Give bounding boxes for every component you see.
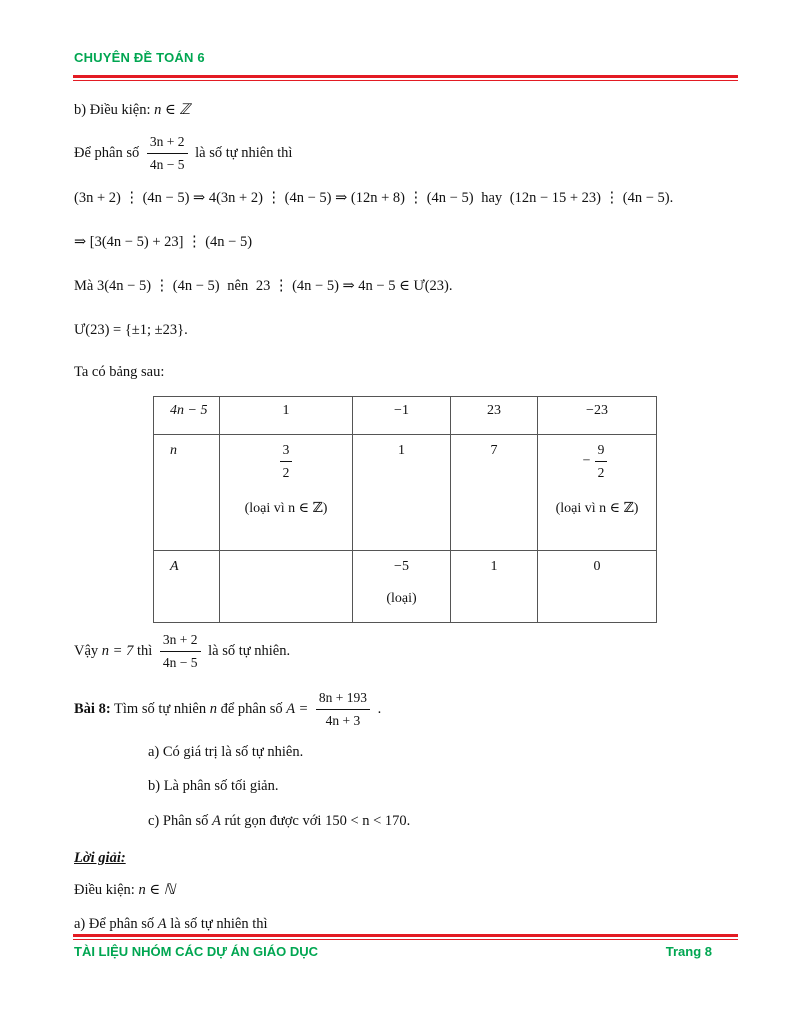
table-cell: 4n − 5 xyxy=(154,397,220,435)
table-cell: 0 xyxy=(538,551,657,623)
step3-a: 3(4n − 5) ⋮ (4n − 5) xyxy=(96,278,220,294)
table-cell xyxy=(220,435,353,551)
item-b: b) Là phân số tối giản. xyxy=(148,778,279,794)
conclusion-expr: n = 7 xyxy=(101,642,134,659)
step4-expr: Ư(23) = {±1; ±23}. xyxy=(74,322,188,338)
condition-line xyxy=(74,100,190,120)
header-rule-thin xyxy=(73,80,738,81)
bai8-line xyxy=(74,689,381,730)
step3-nen: nên xyxy=(227,278,249,294)
exercise-var: n xyxy=(209,700,217,717)
item-a: a) Có giá trị là số tự nhiên. xyxy=(148,744,304,760)
table-cell: 1 xyxy=(353,435,451,551)
step1-line xyxy=(74,188,673,208)
exercise-end: . xyxy=(377,700,382,717)
exercise-text: Tìm số tự nhiên xyxy=(114,700,207,717)
table-cell: −5 (loại) xyxy=(353,551,451,623)
step2-expr: ⇒ [3(4n − 5) + 23] ⋮ (4n − 5) xyxy=(74,234,253,250)
exercise-label: Bài 8: xyxy=(74,700,111,717)
condition-expr: n ∈ ℤ xyxy=(154,102,191,118)
step1-hay: hay xyxy=(481,190,503,206)
step3-ma: Mà xyxy=(74,278,94,294)
conclusion-thi: thì xyxy=(136,642,153,659)
table-row xyxy=(154,435,657,551)
step3-b: 23 ⋮ (4n − 5) ⇒ 4n − 5 ∈ Ư(23). xyxy=(255,278,453,294)
page-number: Trang 8 xyxy=(665,944,712,959)
conclusion-suffix: là số tự nhiên. xyxy=(208,642,291,659)
condition-label: b) Điều kiện: xyxy=(74,102,151,118)
table-cell: 7 xyxy=(451,435,538,551)
table-row xyxy=(154,397,657,435)
table-cell: n xyxy=(154,435,220,551)
header-rule xyxy=(73,75,738,78)
table-note: (loại vì n ∈ ℤ) xyxy=(555,501,639,516)
solution-condition: Điều kiện: n ∈ ℕ xyxy=(74,882,176,898)
step4-line xyxy=(74,320,188,340)
step3-line xyxy=(74,276,453,296)
fraction: $\frac{3n + 2}{4n - 5}$ xyxy=(160,631,201,672)
step2-line xyxy=(74,232,252,252)
table-note: (loại) xyxy=(386,591,417,606)
step1-right: (12n − 15 + 23) ⋮ (4n − 5). xyxy=(509,190,674,206)
table-cell: A xyxy=(154,551,220,623)
exercise-text2: để phân số xyxy=(220,700,283,717)
table-intro-text: Ta có bảng sau: xyxy=(74,364,165,380)
intro-prefix: Để phân số xyxy=(74,144,140,161)
table-intro xyxy=(74,362,164,382)
table-fraction: $\frac{9}{2}$ xyxy=(595,441,608,482)
solution-part-a: a) Để phân số A là số tự nhiên thì xyxy=(74,916,268,932)
table-cell: 1 xyxy=(220,397,353,435)
fraction-numerator: 3n + 2 xyxy=(147,133,188,154)
item-c: c) Phân số A rút gọn được với 150 < n < 170. xyxy=(148,813,411,829)
table-cell: −1 xyxy=(353,397,451,435)
footer-rule xyxy=(73,934,738,937)
step1-left: (3n + 2) ⋮ (4n − 5) ⇒ 4(3n + 2) ⋮ (4n − 5) ⇒ (12n + 8) ⋮ (4n − 5) xyxy=(74,190,474,206)
table-cell xyxy=(538,435,657,551)
fraction xyxy=(147,133,188,174)
footer-left: TÀI LIỆU NHÓM CÁC DỰ ÁN GIÁO DỤC xyxy=(74,944,319,959)
fraction: $\frac{8n + 193}{4n + 3}$ xyxy=(316,689,370,730)
table-row xyxy=(154,551,657,623)
exercise-lhs: A = xyxy=(286,700,309,717)
table-cell: 1 xyxy=(451,551,538,623)
table-cell xyxy=(220,551,353,623)
conclusion-prefix: Vậy xyxy=(74,642,99,659)
header-title: CHUYÊN ĐỀ TOÁN 6 xyxy=(74,50,205,65)
fraction-intro-line xyxy=(74,133,292,174)
solution-heading: Lời giải: xyxy=(74,850,126,866)
values-table xyxy=(153,396,657,623)
fraction-denominator: 4n − 5 xyxy=(149,157,185,172)
conclusion-line xyxy=(74,631,290,672)
table-cell: 23 xyxy=(451,397,538,435)
table-fraction: $\frac{3}{2}$ xyxy=(280,441,293,482)
table-note: (loại vì n ∈ ℤ) xyxy=(244,501,328,516)
table-cell: −23 xyxy=(538,397,657,435)
intro-suffix: là số tự nhiên thì xyxy=(195,144,293,161)
minus-sign: − xyxy=(582,453,591,469)
footer-rule-thin xyxy=(73,939,738,940)
